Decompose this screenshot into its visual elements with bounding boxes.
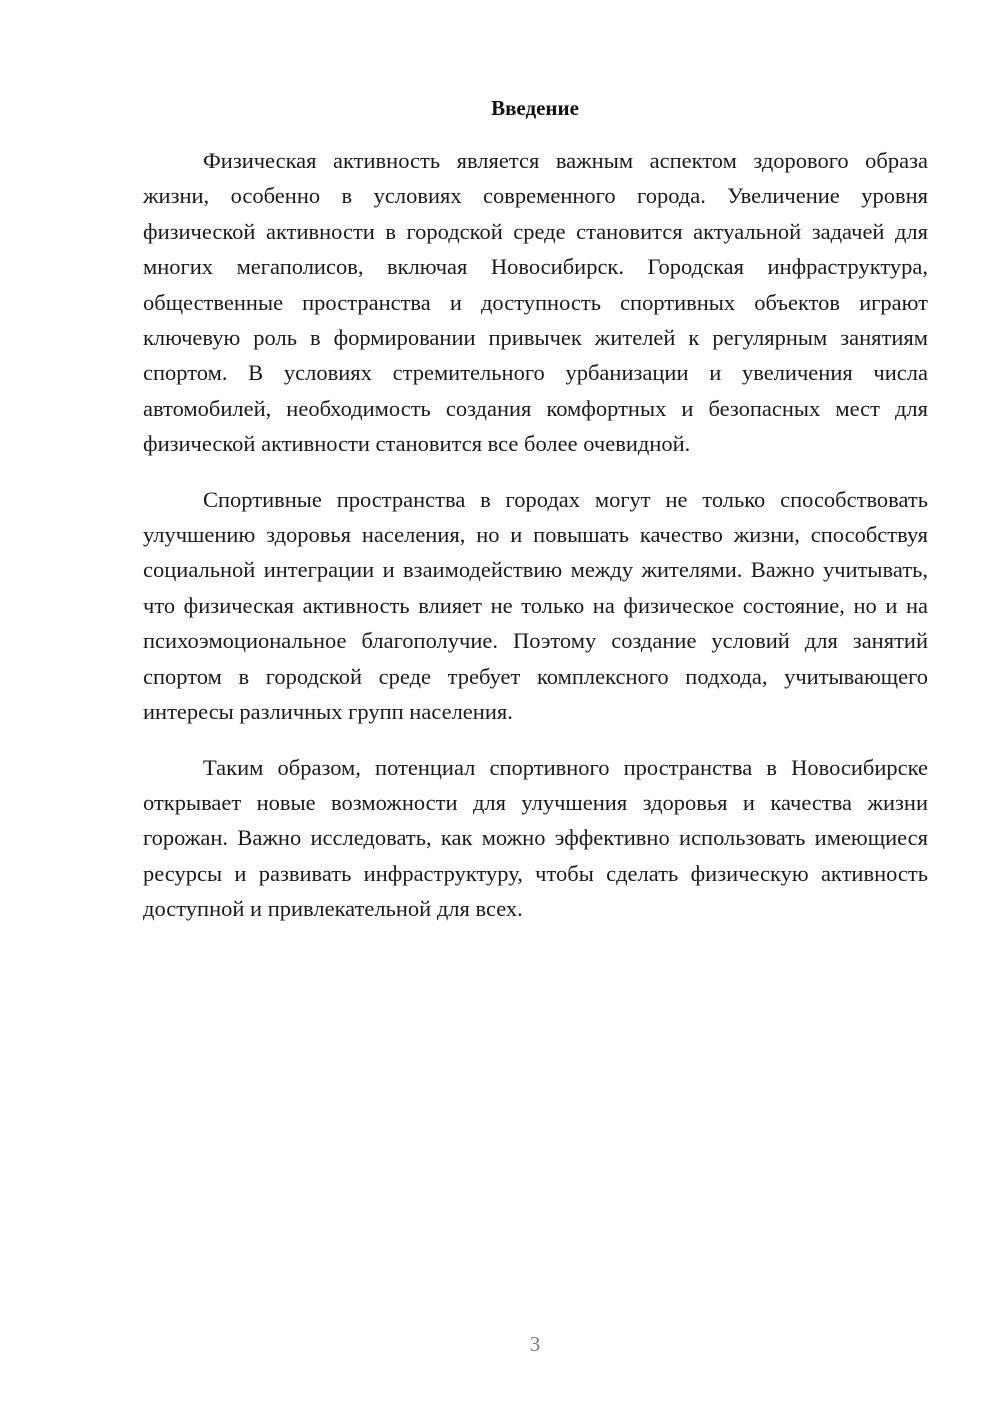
section-title: Введение xyxy=(491,96,579,120)
body-text xyxy=(143,143,928,927)
page-number: 3 xyxy=(529,1332,541,1356)
paragraph-3: Таким образом, потенциал спортивного пространства в Новосибирске открывает новые возможности для улучшения здоровья и качества жизни горожан. Важно исследовать, как можно эффективно использовать имеющиеся ресурсы и развивать инфраструктуру, чтобы сделать физическую активность доступной и привлекательной для всех. xyxy=(143,754,928,922)
paragraph-2: Спортивные пространства в городах могут не только способствовать улучшению здоровья населения, но и повышать качество жизни, способствуя социальной интеграции и взаимодействию между жителями. Важно учитывать, что физическая активность влияет не только на физическое состояние, но и на психоэмоциональное благополучие. Поэтому создание условий для занятий спортом в городской среде требует комплексного подхода, учитывающего интересы различных групп населения. xyxy=(143,486,928,725)
paragraph-1: Физическая активность является важным аспектом здорового образа жизни, особенно в условиях современного города. Увеличение уровня физической активности в городской среде становится актуальной задачей для многих мегаполисов, включая Новосибирск. Городская инфраструктура, общественные пространства и доступность спортивных объектов играют ключевую роль в формировании привычек жителей к регулярным занятиям спортом. В условиях стремительного урбанизации и увеличения числа автомобилей, необходимость создания комфортных и безопасных мест для физической активности становится все более очевидной. xyxy=(143,148,928,457)
